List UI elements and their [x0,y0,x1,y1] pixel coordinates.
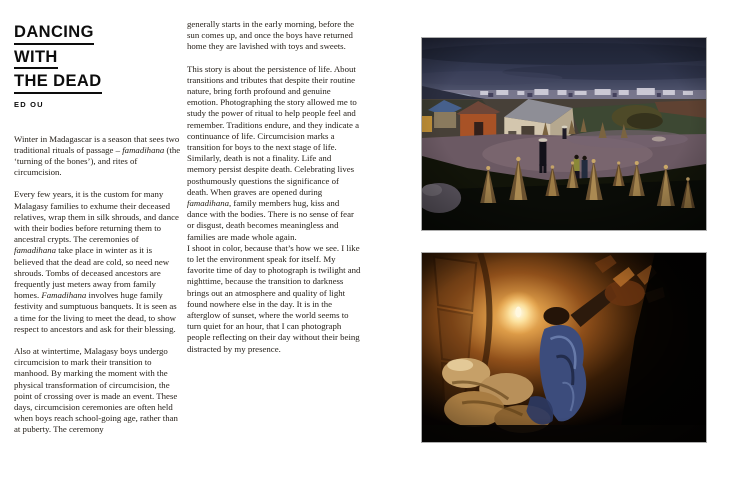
crypt-candlelight-illustration [422,253,706,442]
paragraph-3: Also at wintertime, Malagasy boys undergo circumcision to mark their transition to manhood. By marking the moment with the physical transformation of circumcision, the point of crossing over is made an event. These days, circumcision ceremonies are often held when boys reach school-going age, rather than at puberty. The ceremony [14,345,178,435]
title-line-2: WITH [14,49,58,70]
title-line-1: DANCING [14,24,94,45]
article-text-left [14,134,181,436]
paragraph-6: I shoot in color, because that’s how we see. I like to let the environment speak for itself. My favorite time of day to photograph is twilight and nighttime, because the transition to darkness brings out an atmosphere and quality of light found nowhere else in the day. It is in the afterglow of sunset, where the world seems to turn quiet for an hour, that I can photograph people reflecting on their day without their being distracted by my presence. [187,242,361,354]
paragraph-5: This story is about the persistence of life. About transitions and tributes that despite their routine nature, bring forth profound and genuine emotion. Photographing the story allowed me to study the power of ritual to help people feel and remember. Traditions endure, and they indicate a continuance of life. Circumcision marks a transition for boys to the next stage of life. Similarly, death is not a finality. Life and memory persist despite death. Celebrating lives posthumously questions the significance of death. When graves are opened during famadihana, family members hug, kiss and dance with the bodies. There is no sense of fear or disgust, death becomes meaningless and families are made whole again. [187,63,359,242]
author-byline: ED OU [14,99,44,109]
photo-crypt-candlelight [421,252,707,443]
photo-village-dusk [421,37,707,231]
paragraph-1: Winter in Madagascar is a season that sees two traditional rituals of passage – famadihana (the ‘turning of the bones’), and rites of circumcision. [14,133,181,178]
village-dusk-illustration [422,38,706,230]
title-line-3: THE DEAD [14,73,102,94]
middle-column [187,19,361,366]
paragraph-4: generally starts in the early morning, before the sun comes up, and once the boys have returned home they are lavished with toys and sweets. [187,19,355,52]
article-header [14,24,181,109]
left-column [14,24,181,447]
article-title [14,24,181,94]
paragraph-2: Every few years, it is the custom for many Malagasy families to exhume their deceased relatives, wrap them in silk shrouds, and dance with their bodies before returning them to ancestral crypts. The ceremonies of famadihana take place in winter as it is believed that the dead are cold, so need new shrouds. Tombs of deceased ancestors are frequently just meters away from family homes. Famadihana involves huge family festivity and sumptuous banquets. It is seen as a time for the living to meet the dead, to show respect to ancestors and ask for their blessing. [14,189,179,334]
